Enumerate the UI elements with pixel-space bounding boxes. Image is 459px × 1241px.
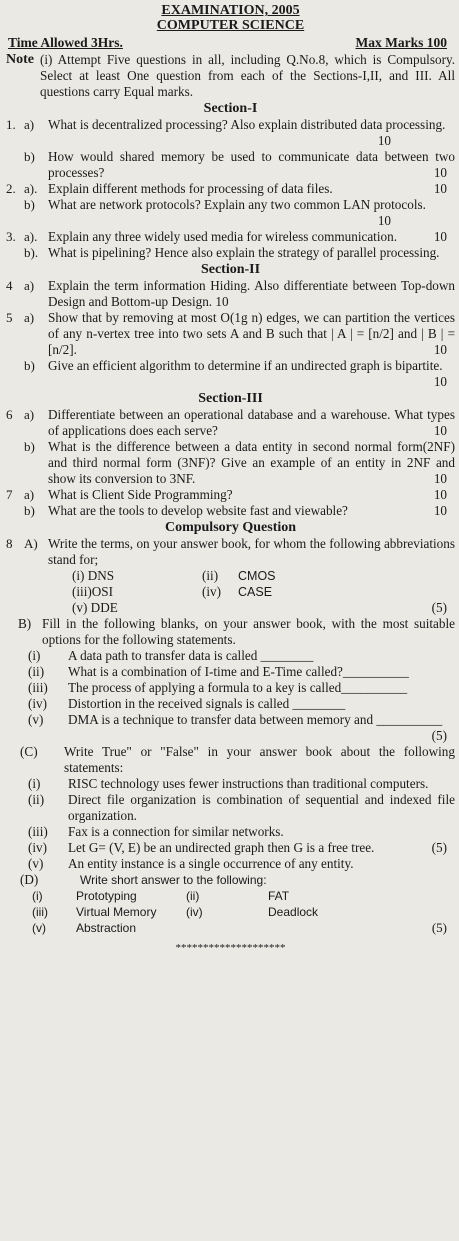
question-number: 3. (6, 229, 16, 244)
question-marks: 10 (433, 342, 447, 357)
fill-blank-item (6, 712, 455, 744)
item-text: RISC technology uses fewer instructions than traditional computers. (68, 776, 429, 791)
question-number: 4 (6, 278, 13, 293)
item-number: (i) (28, 648, 41, 663)
abbrev-row (6, 600, 455, 616)
section-heading: Compulsory Question (164, 520, 297, 535)
question-2b (6, 197, 455, 229)
note-label: Note (6, 52, 34, 67)
abbrev-item-number: (ii) (202, 568, 219, 583)
item-number: (ii) (186, 889, 200, 903)
item-number: (v) (28, 856, 44, 871)
question-text: Write short answer to the following: (80, 873, 267, 887)
item-text: Deadlock (268, 905, 319, 919)
meta-row (8, 35, 447, 51)
item-number: (iii) (32, 905, 48, 919)
fill-blank-item (6, 664, 455, 680)
question-text: How would shared memory be used to communicate data between two processes? (48, 149, 455, 180)
item-text: FAT (268, 889, 290, 903)
question-number (6, 439, 24, 487)
question-marks: (5) (431, 920, 447, 935)
question-marks: 10 (377, 213, 391, 228)
true-false-item (6, 792, 455, 824)
section-heading: Section-I (203, 101, 258, 116)
item-number: (v) (28, 712, 44, 727)
abbrev-item: (i) DNS (72, 568, 115, 583)
item-number: (iv) (186, 905, 203, 919)
item-text: What is a combination of I-time and E-Time called?__________ (68, 664, 409, 679)
question-8b (6, 616, 455, 648)
abbrev-row (6, 568, 455, 584)
question-part: a) (24, 278, 35, 293)
question-part: (C) (20, 744, 38, 759)
question-number (6, 197, 24, 229)
question-text: Give an efficient algorithm to determine if an undirected graph is bipartite. (48, 358, 443, 373)
short-answer-row (6, 920, 455, 936)
question-part: a) (24, 487, 35, 502)
instructions-note (6, 52, 455, 100)
question-marks: 10 (433, 229, 447, 244)
section-heading: Section-III (198, 391, 263, 406)
question-marks: (5) (431, 840, 447, 855)
question-number (6, 358, 24, 390)
item-number: (ii) (28, 664, 45, 679)
question-part: A) (24, 536, 38, 551)
section-heading: Section-II (200, 262, 261, 277)
question-marks: 10 (433, 487, 447, 502)
question-text: What is the difference between a data entity in second normal form(2NF) and third normal form (3NF)? Give an example of an entity in 2NF and show its conversion to 3NF. (48, 439, 455, 486)
item-text: Fax is a connection for similar networks. (68, 824, 284, 839)
question-7a (6, 487, 455, 503)
exam-title: EXAMINATION, 2005 (161, 3, 300, 18)
question-text: What is Client Side Programming? (48, 487, 233, 502)
question-text: Explain different methods for processing of data files. (48, 181, 333, 196)
question-number: 1. (6, 117, 16, 132)
abbrev-item: (v) DDE (72, 600, 118, 615)
question-part: b) (24, 503, 35, 518)
question-part: b) (24, 149, 35, 164)
question-number (6, 245, 24, 261)
question-marks: 10 (433, 471, 447, 486)
item-text: Virtual Memory (76, 905, 157, 919)
short-answer-row (6, 904, 455, 920)
question-8d (6, 872, 455, 888)
question-text: Differentiate between an operational database and a warehouse. What types of applications does each serve? (48, 407, 455, 438)
fill-blank-item (6, 648, 455, 664)
abbrev-item: (iii)OSI (72, 584, 114, 599)
item-number: (i) (28, 776, 41, 791)
item-text: Abstraction (76, 921, 137, 935)
question-8c (6, 744, 455, 776)
abbrev-item: CMOS (238, 569, 276, 583)
question-marks: 10 (433, 165, 447, 180)
abbrev-item: CASE (238, 585, 273, 599)
question-number (6, 503, 24, 519)
fill-blank-item (6, 696, 455, 712)
item-text: An entity instance is a single occurrence of any entity. (68, 856, 354, 871)
item-text: A data path to transfer data is called ________ (68, 648, 314, 663)
question-text: Explain any three widely used media for wireless communication. (48, 229, 397, 244)
true-false-item (6, 776, 455, 792)
item-text: Direct file organization is combination of sequential and indexed file organization. (68, 792, 455, 823)
question-1b (6, 149, 455, 181)
true-false-item (6, 856, 455, 872)
question-part: a) (24, 310, 35, 325)
question-5b (6, 358, 455, 390)
question-number: 8 (6, 536, 13, 551)
question-part: a) (24, 117, 35, 132)
question-part: a). (24, 229, 38, 244)
question-part: b) (24, 197, 35, 212)
question-number: 6 (6, 407, 13, 422)
question-part: b). (24, 245, 39, 260)
item-number: (iii) (28, 824, 48, 839)
question-6b (6, 439, 455, 487)
question-1a (6, 117, 455, 149)
item-number: (iv) (28, 696, 48, 711)
question-marks: (5) (431, 600, 447, 615)
question-text: What are the tools to develop website fast and viewable? (48, 503, 348, 518)
item-text: The process of applying a formula to a key is called__________ (68, 680, 408, 695)
max-marks: Max Marks 100 (355, 35, 447, 50)
question-part: B) (18, 616, 32, 631)
time-allowed: Time Allowed 3Hrs. (8, 35, 123, 50)
question-marks: 10 (433, 374, 447, 389)
short-answer-row (6, 888, 455, 904)
question-marks: 10 (433, 503, 447, 518)
note-text: (i) Attempt Five questions in all, including Q.No.8, which is Compulsory. Select at least One question from each of the Sections-I,II, and III. All questions carry Equal marks. (40, 52, 455, 99)
question-number: 2. (6, 181, 16, 196)
item-text: Prototyping (76, 889, 137, 903)
item-number: (iii) (28, 680, 48, 695)
item-text: Distortion in the received signals is called ________ (68, 696, 346, 711)
question-text: Explain the term information Hiding. Also differentiate between Top-down Design and Bottom-up Design. (48, 278, 455, 309)
question-part: (D) (20, 872, 39, 887)
abbrev-item-number: (iv) (202, 584, 222, 599)
question-text: Write True" or "False" in your answer book about the following statements: (64, 744, 455, 775)
true-false-item (6, 840, 455, 856)
true-false-item (6, 824, 455, 840)
question-number (6, 149, 24, 181)
end-separator: ******************** (175, 942, 286, 954)
item-number: (iv) (28, 840, 48, 855)
question-marks: 10 (433, 181, 447, 196)
question-text: Show that by removing at most O(1g n) edges, we can partition the vertices of any n-vertex tree into two sets A and B such that | A | = [n/2] and | B | = [n/2]. (48, 310, 455, 357)
item-number: (i) (32, 889, 43, 903)
question-marks: 10 (377, 133, 391, 148)
question-part: b) (24, 439, 35, 454)
abbrev-row (6, 584, 455, 600)
question-text: What is decentralized processing? Also explain distributed data processing. (48, 117, 446, 132)
item-number: (v) (32, 921, 46, 935)
question-marks: 10 (215, 294, 229, 309)
question-text: Fill in the following blanks, on your answer book, with the most suitable options for the following statements. (42, 616, 455, 647)
question-8a (6, 536, 455, 568)
question-5a (6, 310, 455, 358)
question-number: 7 (6, 487, 13, 502)
question-marks: 10 (433, 423, 447, 438)
question-3b (6, 245, 455, 261)
item-text: DMA is a technique to transfer data between memory and __________ (68, 712, 443, 727)
question-7b (6, 503, 455, 519)
question-part: b) (24, 358, 35, 373)
question-part: a). (24, 181, 38, 196)
question-text: What are network protocols? Explain any two common LAN protocols. (48, 197, 426, 212)
question-marks: (5) (431, 728, 447, 743)
question-4a (6, 278, 455, 310)
item-text: Let G= (V, E) be an undirected graph then G is a free tree. (68, 840, 375, 855)
question-text: Write the terms, on your answer book, for whom the following abbreviations stand for; (48, 536, 455, 567)
question-number: 5 (6, 310, 13, 325)
question-2a (6, 181, 455, 197)
question-3a (6, 229, 455, 245)
fill-blank-item (6, 680, 455, 696)
question-6a (6, 407, 455, 439)
question-text: What is pipelining? Hence also explain the strategy of parallel processing. (48, 245, 440, 260)
item-number: (ii) (28, 792, 45, 807)
question-part: a) (24, 407, 35, 422)
subject-title: COMPUTER SCIENCE (156, 18, 305, 33)
